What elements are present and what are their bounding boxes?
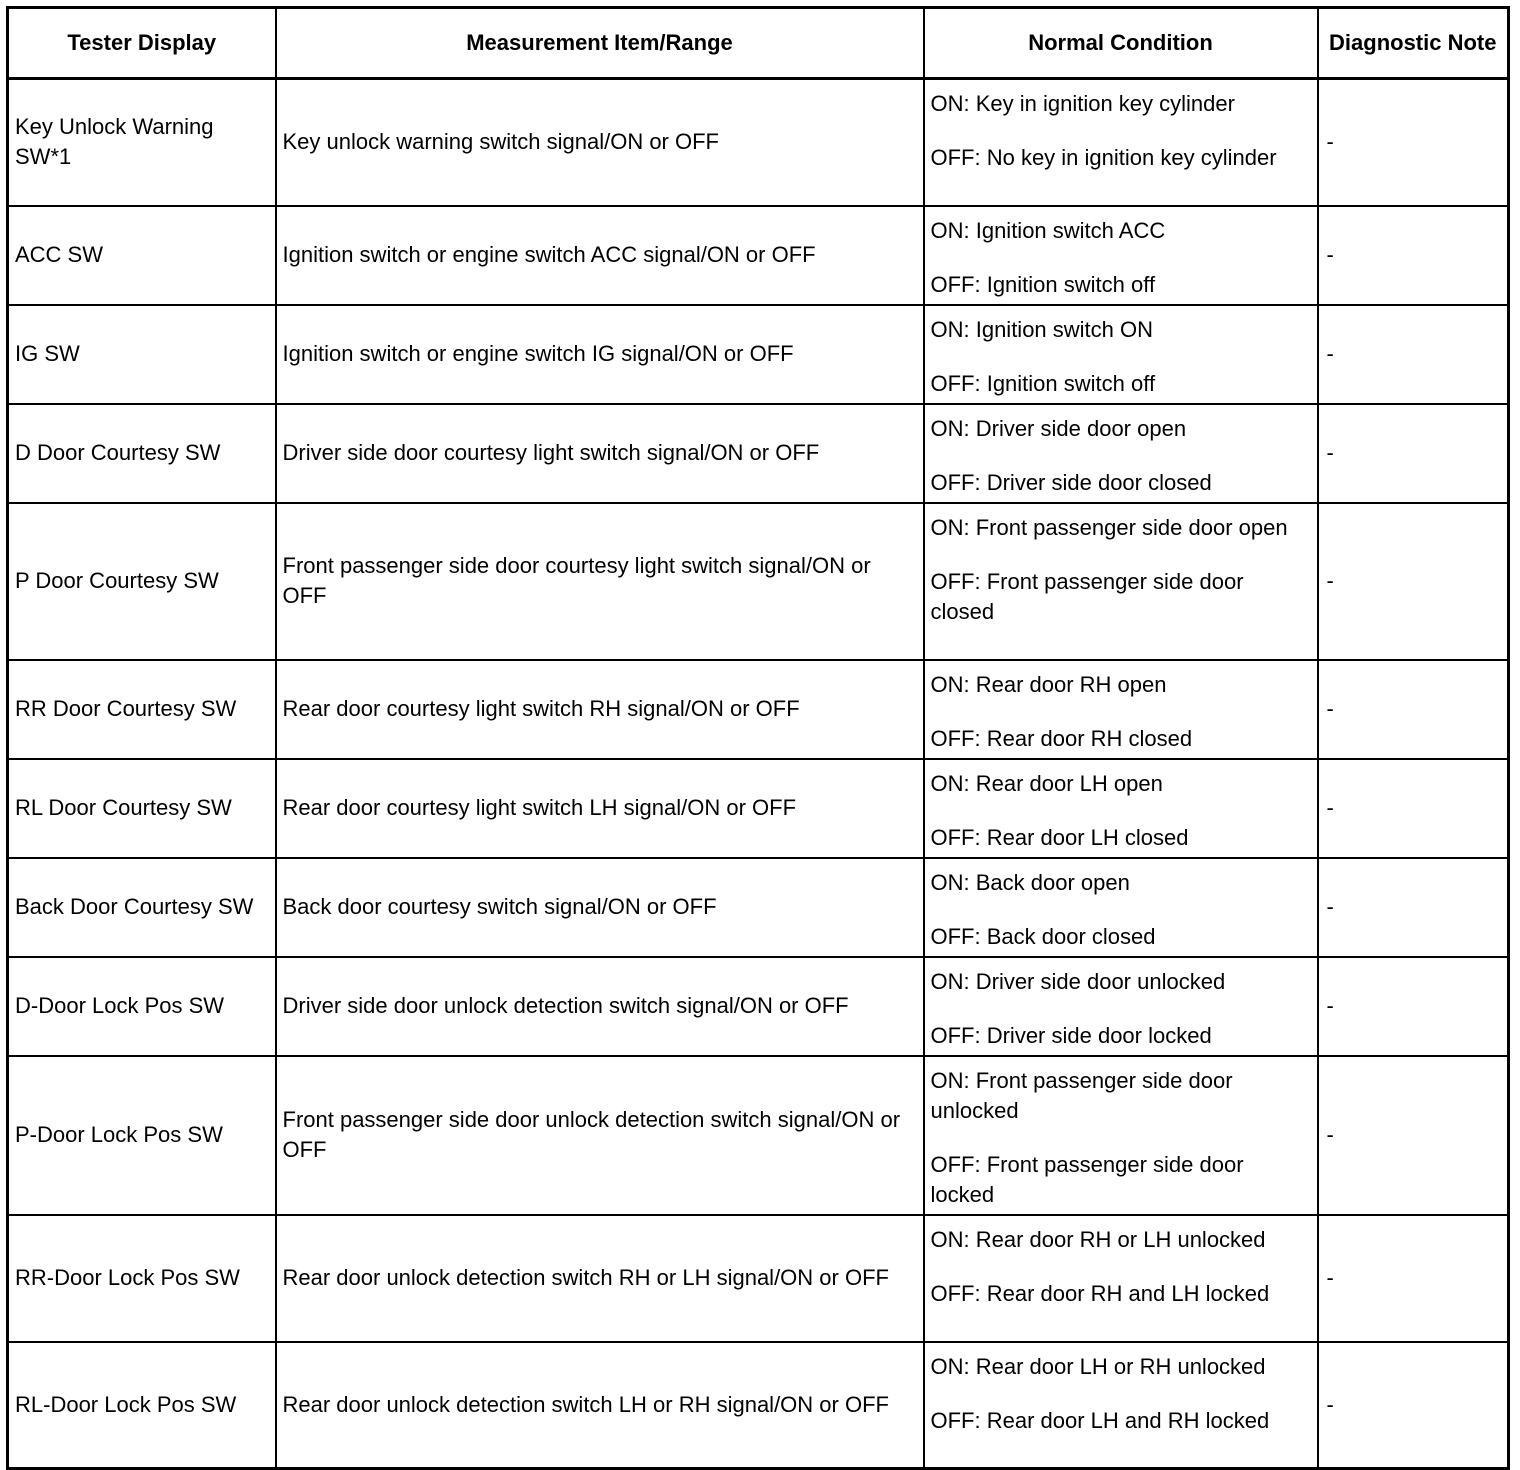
tester-display-cell: RR-Door Lock Pos SW xyxy=(8,1215,276,1342)
measurement-cell: Driver side door courtesy light switch signal/ON or OFF xyxy=(276,404,924,503)
condition-off: OFF: Front passenger side door locked xyxy=(930,1151,1244,1207)
table-row xyxy=(8,660,1509,759)
condition-on: ON: Back door open xyxy=(930,869,1130,895)
table-row xyxy=(8,1215,1509,1342)
normal-condition-cell xyxy=(924,1215,1318,1342)
condition-on: ON: Key in ignition key cylinder xyxy=(930,91,1235,116)
table-row xyxy=(8,1056,1509,1215)
tester-display-cell: P-Door Lock Pos SW xyxy=(8,1056,276,1215)
measurement-cell: Ignition switch or engine switch IG signal/ON or OFF xyxy=(276,305,924,404)
normal-condition-cell xyxy=(924,957,1318,1056)
condition-off: OFF: Rear door RH and LH locked xyxy=(930,1280,1270,1306)
normal-condition-cell xyxy=(924,1056,1318,1215)
diagnostic-note-cell: - xyxy=(1318,503,1509,660)
table-row xyxy=(8,404,1509,503)
diagnostic-note-cell: - xyxy=(1318,858,1509,957)
measurement-cell: Key unlock warning switch signal/ON or OFF xyxy=(276,79,924,206)
condition-on: ON: Rear door LH open xyxy=(930,770,1163,796)
tester-display-cell: RL-Door Lock Pos SW xyxy=(8,1342,276,1469)
normal-condition-cell xyxy=(924,759,1318,858)
condition-on: ON: Front passenger side door open xyxy=(930,514,1288,540)
diagnostic-note-cell: - xyxy=(1318,1215,1509,1342)
diagnostic-note-cell: - xyxy=(1318,1342,1509,1469)
measurement-cell: Rear door unlock detection switch RH or LH signal/ON or OFF xyxy=(276,1215,924,1342)
diagnostic-note-cell: - xyxy=(1318,79,1509,206)
header-diagnostic-note: Diagnostic Note xyxy=(1318,8,1509,79)
tester-display-cell: IG SW xyxy=(8,305,276,404)
tester-display-cell: Back Door Courtesy SW xyxy=(8,858,276,957)
header-measurement: Measurement Item/Range xyxy=(276,8,924,79)
normal-condition-cell xyxy=(924,660,1318,759)
normal-condition-cell xyxy=(924,503,1318,660)
condition-on: ON: Rear door RH open xyxy=(930,671,1167,697)
diagnostic-note-cell: - xyxy=(1318,404,1509,503)
table-row xyxy=(8,957,1509,1056)
condition-off: OFF: Driver side door closed xyxy=(930,469,1212,495)
condition-on: ON: Ignition switch ACC xyxy=(930,217,1166,243)
header-tester-display: Tester Display xyxy=(8,8,276,79)
normal-condition-cell xyxy=(924,858,1318,957)
tester-display-cell: RR Door Courtesy SW xyxy=(8,660,276,759)
measurement-cell: Rear door courtesy light switch RH signal/ON or OFF xyxy=(276,660,924,759)
diagnostic-note-cell: - xyxy=(1318,957,1509,1056)
table-header-row xyxy=(8,8,1509,79)
measurement-cell: Driver side door unlock detection switch signal/ON or OFF xyxy=(276,957,924,1056)
condition-off: OFF: Driver side door locked xyxy=(930,1022,1212,1048)
condition-off: OFF: Ignition switch off xyxy=(930,271,1156,297)
tester-display-cell: D Door Courtesy SW xyxy=(8,404,276,503)
condition-on: ON: Rear door RH or LH unlocked xyxy=(930,1226,1266,1252)
tester-display-cell: RL Door Courtesy SW xyxy=(8,759,276,858)
table-row xyxy=(8,503,1509,660)
table-row xyxy=(8,858,1509,957)
table-row xyxy=(8,1342,1509,1469)
diagnostic-note-cell: - xyxy=(1318,1056,1509,1215)
condition-off: OFF: Front passenger side door closed xyxy=(930,568,1244,624)
tester-display-cell: P Door Courtesy SW xyxy=(8,503,276,660)
condition-off: OFF: Rear door LH closed xyxy=(930,824,1189,850)
normal-condition-cell xyxy=(924,206,1318,305)
diagnostic-note-cell: - xyxy=(1318,660,1509,759)
condition-on: ON: Driver side door open xyxy=(930,415,1187,441)
condition-on: ON: Front passenger side door unlocked xyxy=(930,1067,1233,1123)
normal-condition-cell xyxy=(924,1342,1318,1469)
diagnostic-note-cell: - xyxy=(1318,206,1509,305)
diagnostic-note-cell: - xyxy=(1318,305,1509,404)
condition-on: ON: Rear door LH or RH unlocked xyxy=(930,1353,1266,1379)
normal-condition-cell xyxy=(924,305,1318,404)
normal-condition-cell xyxy=(924,404,1318,503)
diagnostic-note-cell: - xyxy=(1318,759,1509,858)
tester-display-cell: D-Door Lock Pos SW xyxy=(8,957,276,1056)
table-row xyxy=(8,79,1509,206)
condition-off: OFF: Ignition switch off xyxy=(930,370,1156,396)
measurement-cell: Back door courtesy switch signal/ON or OFF xyxy=(276,858,924,957)
table-row xyxy=(8,206,1509,305)
condition-off: OFF: No key in ignition key cylinder xyxy=(930,145,1277,170)
header-normal-condition: Normal Condition xyxy=(924,8,1318,79)
condition-off: OFF: Rear door RH closed xyxy=(930,725,1193,751)
condition-on: ON: Driver side door unlocked xyxy=(930,968,1226,994)
condition-off: OFF: Rear door LH and RH locked xyxy=(930,1407,1270,1433)
measurement-cell: Ignition switch or engine switch ACC signal/ON or OFF xyxy=(276,206,924,305)
measurement-cell: Rear door courtesy light switch LH signal/ON or OFF xyxy=(276,759,924,858)
data-table-container xyxy=(6,6,1510,1470)
tester-display-cell: Key Unlock Warning SW*1 xyxy=(8,79,276,206)
measurement-cell: Front passenger side door courtesy light switch signal/ON or OFF xyxy=(276,503,924,660)
condition-on: ON: Ignition switch ON xyxy=(930,316,1154,342)
condition-off: OFF: Back door closed xyxy=(930,923,1156,949)
table-row xyxy=(8,305,1509,404)
table-row xyxy=(8,759,1509,858)
tester-display-cell: ACC SW xyxy=(8,206,276,305)
data-list-table xyxy=(6,6,1510,1470)
measurement-cell: Front passenger side door unlock detection switch signal/ON or OFF xyxy=(276,1056,924,1215)
measurement-cell: Rear door unlock detection switch LH or RH signal/ON or OFF xyxy=(276,1342,924,1469)
normal-condition-cell xyxy=(924,79,1318,206)
